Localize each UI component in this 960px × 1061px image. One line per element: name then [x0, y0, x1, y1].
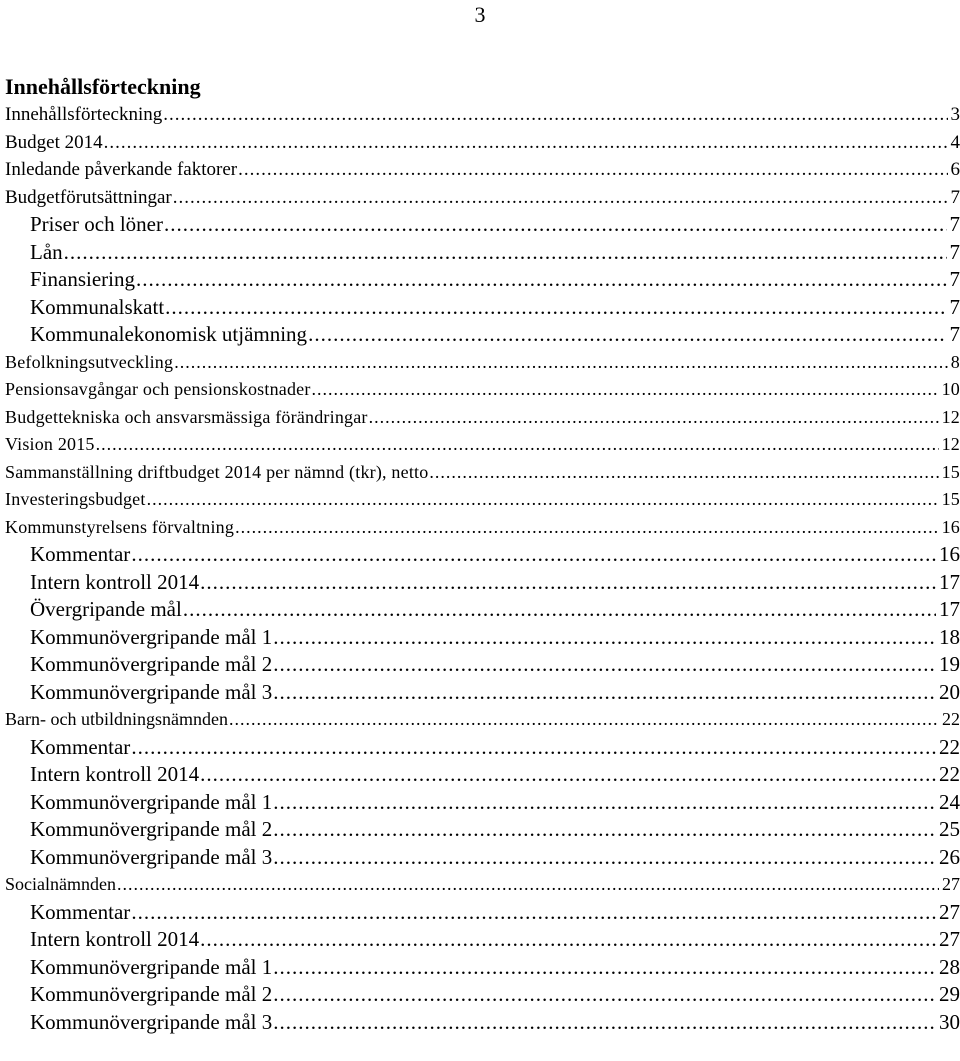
dot-leader [273, 679, 936, 707]
toc-entry-label: Barn- och utbildningsnämnden [5, 709, 228, 729]
toc-entry-label: Kommentar [30, 899, 131, 924]
toc-entry-page: 10 [941, 379, 960, 399]
toc-entry-page: 6 [950, 159, 960, 180]
toc-entry-label: Övergripande mål [30, 597, 182, 621]
toc-entry[interactable] [5, 321, 960, 349]
dot-leader [369, 404, 939, 432]
dot-leader [273, 981, 936, 1009]
toc-entry-page: 27 [939, 899, 960, 924]
toc-entry[interactable] [5, 486, 960, 514]
toc-entry[interactable] [5, 816, 960, 844]
toc-entry-label: Socialnämnden [5, 874, 116, 894]
dot-leader [273, 816, 936, 844]
toc-entry-page: 7 [950, 186, 960, 208]
dot-leader [312, 376, 939, 404]
toc-entry-page: 17 [939, 597, 960, 621]
toc-entry-page: 7 [949, 294, 960, 319]
toc-entry-label: Budget 2014 [5, 131, 103, 153]
toc-entry-page: 18 [939, 624, 960, 649]
toc-entry[interactable] [5, 761, 960, 789]
toc-entry-label: Priser och löner [30, 212, 163, 236]
toc-entry-page: 15 [941, 489, 960, 509]
dot-leader [273, 844, 936, 872]
toc-entry-label: Budgettekniska och ansvarsmässiga förändringar [5, 406, 368, 427]
dot-leader [173, 184, 948, 212]
toc-entry[interactable] [5, 596, 960, 624]
dot-leader [174, 349, 948, 377]
toc-entry-label: Inledande påverkande faktorer [5, 159, 238, 180]
toc-entry-page: 7 [949, 322, 960, 346]
toc-entry-page: 4 [950, 131, 960, 153]
toc-entry-page: 22 [939, 734, 960, 759]
toc-entry[interactable] [5, 129, 960, 157]
toc-entry-label: Lån [30, 239, 63, 264]
dot-leader [147, 486, 939, 514]
toc-entry[interactable] [5, 211, 960, 239]
toc-entry[interactable] [5, 844, 960, 872]
toc-entry-label: Befolkningsutveckling [5, 351, 174, 372]
toc-entry-page: 26 [939, 844, 960, 869]
toc-entry-label: Kommunövergripande mål 1 [30, 624, 273, 649]
toc-entry-label: Budgetförutsättningar [5, 186, 172, 208]
toc-entry[interactable] [5, 349, 960, 377]
toc-entry-page: 30 [939, 1009, 960, 1034]
toc-entry-label: Kommunövergripande mål 2 [30, 817, 273, 841]
toc-entry[interactable] [5, 101, 960, 129]
dot-leader [273, 651, 936, 679]
dot-leader [429, 459, 938, 487]
toc-entry[interactable] [5, 184, 960, 212]
toc-entry-label: Kommunalekonomisk utjämning [30, 322, 308, 346]
dot-leader [64, 239, 947, 267]
toc-entry[interactable] [5, 899, 960, 927]
dot-leader [165, 294, 946, 322]
toc-entry[interactable] [5, 651, 960, 679]
toc-entry-page: 16 [941, 516, 960, 537]
dot-leader [273, 624, 936, 652]
toc-entry[interactable] [5, 376, 960, 404]
toc-entry-page: 12 [941, 406, 960, 427]
toc-entry[interactable] [5, 981, 960, 1009]
toc-entry-label: Kommunövergripande mål 3 [30, 679, 273, 704]
toc-entry-page: 17 [939, 569, 960, 594]
toc-entry[interactable] [5, 706, 960, 734]
toc-entry[interactable] [5, 156, 960, 184]
toc-entry[interactable] [5, 1009, 960, 1037]
dot-leader [273, 1009, 936, 1037]
toc-entry-page: 12 [941, 434, 960, 454]
toc-entry-page: 7 [949, 267, 960, 291]
toc-entry-label: Kommunövergripande mål 2 [30, 982, 273, 1006]
dot-leader [131, 899, 936, 927]
toc-entry[interactable] [5, 954, 960, 982]
toc-entry[interactable] [5, 459, 960, 487]
toc-entry-label: Innehållsförteckning [5, 104, 163, 125]
toc-entry-page: 7 [949, 239, 960, 264]
toc-entry-page: 7 [949, 212, 960, 236]
dot-leader [308, 321, 946, 349]
toc-entry-page: 24 [939, 789, 960, 814]
toc-entry-label: Kommentar [30, 734, 131, 759]
toc-entry-label: Intern kontroll 2014 [30, 569, 200, 594]
toc-entry-label: Kommunövergripande mål 3 [30, 844, 273, 869]
dot-leader [238, 156, 947, 184]
toc-entry-page: 22 [939, 762, 960, 786]
toc-entry[interactable] [5, 569, 960, 597]
toc-entry-page: 29 [939, 982, 960, 1006]
toc-entry[interactable] [5, 871, 960, 899]
dot-leader [136, 266, 947, 294]
toc-entry-page: 3 [950, 104, 960, 125]
toc-entry-page: 19 [939, 652, 960, 676]
dot-leader [117, 871, 939, 899]
dot-leader [200, 761, 936, 789]
dot-leader [273, 789, 936, 817]
toc-entry[interactable] [5, 789, 960, 817]
toc-entry-label: Kommunalskatt [30, 294, 165, 319]
toc-entry-page: 8 [950, 351, 960, 372]
toc-entry-label: Kommunövergripande mål 2 [30, 652, 273, 676]
toc-entry-label: Kommunövergripande mål 1 [30, 789, 273, 814]
toc-entry-label: Kommunstyrelsens förvaltning [5, 516, 235, 537]
toc-entry-page: 15 [941, 461, 960, 482]
dot-leader [104, 129, 948, 157]
dot-leader [131, 541, 936, 569]
dot-leader [163, 101, 947, 129]
toc-entry[interactable] [5, 679, 960, 707]
toc-entry-label: Finansiering [30, 267, 135, 291]
dot-leader [273, 954, 936, 982]
dot-leader [131, 734, 936, 762]
dot-leader [183, 596, 936, 624]
toc-entry-page: 16 [939, 542, 960, 566]
toc-entry-page: 27 [942, 874, 960, 894]
toc-entry[interactable] [5, 239, 960, 267]
toc-entry[interactable] [5, 294, 960, 322]
toc-entry-label: Intern kontroll 2014 [30, 927, 200, 951]
toc-entry[interactable] [5, 926, 960, 954]
toc-entry-label: Vision 2015 [5, 434, 95, 454]
toc-entry-page: 22 [942, 709, 960, 729]
dot-leader [235, 514, 939, 542]
toc-entry[interactable] [5, 514, 960, 542]
toc-heading: Innehållsförteckning [5, 74, 201, 99]
toc-entry[interactable] [5, 624, 960, 652]
toc-entry-page: 28 [939, 954, 960, 979]
toc-entry-label: Kommunövergripande mål 3 [30, 1009, 273, 1034]
toc-entry-label: Pensionsavgångar och pensionskostnader [5, 379, 311, 399]
toc-entry-label: Investeringsbudget [5, 489, 146, 509]
toc-entry[interactable] [5, 431, 960, 459]
toc-entry-label: Sammanställning driftbudget 2014 per nämnd (tkr), netto [5, 461, 429, 482]
dot-leader [200, 926, 936, 954]
toc-entry-page: 20 [939, 679, 960, 704]
toc-entry[interactable] [5, 541, 960, 569]
toc-entry-page: 25 [939, 817, 960, 841]
dot-leader [229, 706, 939, 734]
toc-entry-label: Kommentar [30, 542, 131, 566]
toc-entry-label: Kommunövergripande mål 1 [30, 954, 273, 979]
toc-entry-label: Intern kontroll 2014 [30, 762, 200, 786]
dot-leader [164, 211, 947, 239]
toc-entry[interactable] [5, 734, 960, 762]
page-number: 3 [474, 2, 486, 27]
toc-list [5, 101, 960, 1036]
toc-entry-page: 27 [939, 927, 960, 951]
dot-leader [200, 569, 936, 597]
toc-entry[interactable] [5, 266, 960, 294]
dot-leader [96, 431, 939, 459]
toc-entry[interactable] [5, 404, 960, 432]
